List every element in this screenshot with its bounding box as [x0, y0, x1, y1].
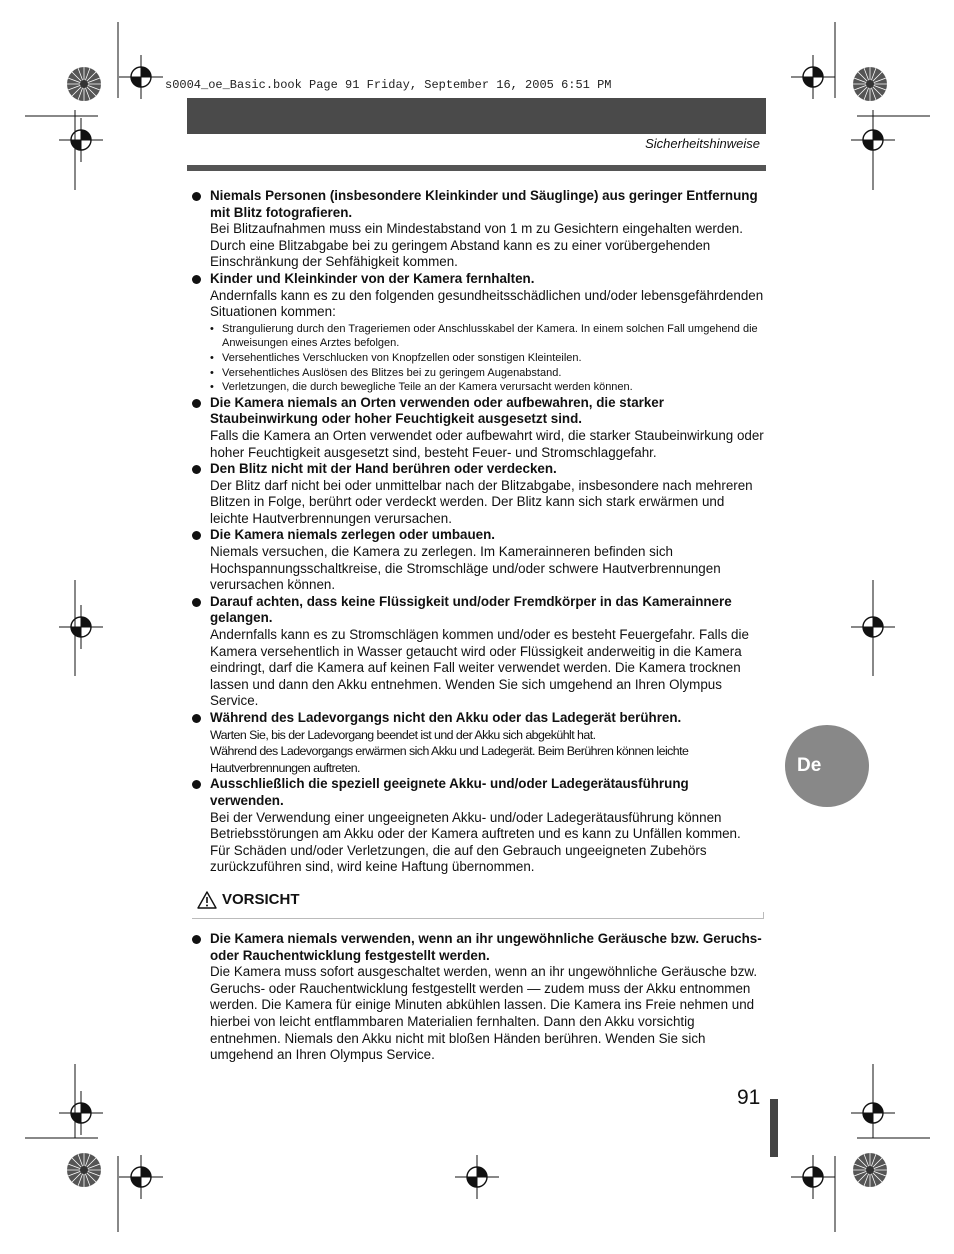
item-text: Falls die Kamera an Orten verwendet oder aufbewahrt wird, die starker Staubeinwirkung oder hoher Feuchtigkeit ausgesetzt sind, besteht Feuer- und Stromschlaggefahr.	[210, 427, 764, 460]
sub-list	[210, 322, 764, 395]
bullet-icon	[192, 935, 201, 944]
item-text: Andernfalls kann es zu den folgenden gesundheitsschädlichen und/oder lebensgefährdenden Situationen kommen:	[210, 287, 764, 320]
bullet-icon	[192, 465, 201, 474]
item-heading: Die Kamera niemals verwenden, wenn an ihr ungewöhnliche Geräusche bzw. Geruchs- oder Rauchentwicklung festgestellt werden.	[210, 930, 762, 963]
item-heading: Während des Ladevorgangs nicht den Akku oder das Ladegerät berühren.	[210, 710, 682, 725]
warning-icon	[197, 891, 217, 909]
list-item	[192, 527, 764, 593]
item-text: Andernfalls kann es zu Stromschlägen kommen und/oder es besteht Feuergefahr. Falls die Kamera versehentlich in Wasser getaucht wird oder Flüssigkeit anderweitig in die Kamera eindringt, darf die Kamera auf keinen Fall weiter verwendet werden. Die Kamera trocknen lassen und dann den Akku entnehmen. Wenden Sie sich umgehend an Ihren Olympus Service.	[210, 627, 749, 709]
sub-list-item: • Verletzungen, die durch bewegliche Teile an der Kamera verursacht werden können.	[210, 380, 764, 395]
item-text: Die Kamera muss sofort ausgeschaltet werden, wenn an ihr ungewöhnliche Geräusche bzw. Geruchs- oder Rauchentwicklung festgestellt werden — zudem muss der Akku entnommen werden. Die Kamera für einige Minuten abkühlen lassen. Die Kamera ins Freie nehmen und hierbei von leicht entflammbaren Materialien fernhalten. Dann den Akku vorsichtig entnehmen. Niemals den Akku nicht mit bloßen Händen berühren. Wenden Sie sich umgehend an Ihren Olympus Service.	[210, 964, 758, 1063]
item-heading: Ausschließlich die speziell geeignete Akku- und/oder Ladegerätausführung verwenden.	[210, 776, 689, 808]
list-item	[192, 395, 764, 461]
item-text: Während des Ladevorgangs erwärmen sich Akku und Ladegerät. Beim Berühren können leichte Hautverbrennungen auftreten.	[210, 744, 689, 775]
page-number-bar	[770, 1099, 778, 1157]
bullet-icon	[192, 598, 201, 607]
section-title: Sicherheitshinweise	[645, 136, 760, 151]
item-text: Niemals versuchen, die Kamera zu zerlegen. Im Kamerainneren befinden sich Hochspannungsschaltkreise, die Stromschläge und/oder schwere Hautverbrennungen verursachen können.	[210, 544, 721, 593]
item-heading: Darauf achten, dass keine Flüssigkeit und/oder Fremdkörper in das Kamerainnere gelangen.	[210, 593, 732, 626]
item-heading: Niemals Personen (insbesondere Kleinkinder und Säuglinge) aus geringer Entfernung mit Blitz fotografieren.	[210, 188, 758, 220]
language-badge: De	[785, 725, 869, 807]
item-heading: Kinder und Kleinkinder von der Kamera fernhalten.	[210, 270, 535, 286]
item-text: Bei der Verwendung einer ungeeigneten Akku- und/oder Ladegerätausführung können Betriebsstörungen am Akku oder der Kamera auftreten und es kann zu Unfällen kommen. Für Schäden und/oder Verletzungen, die auf den Gebrauch ungeeigneten Zubehörs zurückzuführen sind, wird keine Haftung übernommen.	[210, 809, 741, 875]
bullet-icon	[192, 714, 201, 723]
list-item	[192, 271, 764, 395]
list-item	[192, 710, 764, 776]
item-heading: Die Kamera niemals an Orten verwenden oder aufbewahren, die starker Staubeinwirkung oder hoher Feuchtigkeit ausgesetzt sind.	[210, 394, 664, 427]
list-item	[192, 461, 764, 527]
item-text: Warten Sie, bis der Ladevorgang beendet ist und der Akku sich abgekühlt hat.	[210, 727, 596, 742]
bullet-icon	[192, 275, 201, 284]
bullet-icon	[192, 780, 201, 789]
sub-list-item: • Versehentliches Auslösen des Blitzes bei zu geringem Augenabstand.	[210, 366, 764, 381]
main-content	[192, 188, 764, 1064]
list-item	[192, 776, 764, 876]
list-item	[192, 188, 764, 271]
header-rule	[187, 165, 766, 171]
item-heading: Die Kamera niemals zerlegen oder umbauen.	[210, 527, 496, 543]
bullet-icon	[192, 531, 201, 540]
sub-list-item: • Versehentliches Verschlucken von Knopfzellen oder sonstigen Kleinteilen.	[210, 351, 764, 366]
print-info: s0004_oe_Basic.book Page 91 Friday, September 16, 2005 6:51 PM	[165, 78, 612, 92]
bullet-icon	[192, 192, 201, 201]
sub-list-item: • Strangulierung durch den Trageriemen oder Anschlusskabel der Kamera. In einem solchen Fall umgehend die Anweisungen eines Arztes befolgen.	[210, 322, 764, 351]
caution-heading	[192, 890, 764, 919]
caution-label: VORSICHT	[222, 890, 300, 908]
list-item	[192, 594, 764, 710]
bullet-icon	[192, 399, 201, 408]
page-number: 91	[737, 1086, 761, 1109]
header-bar	[187, 98, 766, 134]
item-text: Der Blitz darf nicht bei oder unmittelbar nach der Blitzabgabe, insbesondere nach mehreren Blitzen in Folge, berührt oder verdeckt werden. Der Blitz kann sich stark erwärmen und leichte Hautverbrennungen verursachen.	[210, 477, 753, 526]
item-heading: Den Blitz nicht mit der Hand berühren oder verdecken.	[210, 461, 557, 477]
item-text: Bei Blitzaufnahmen muss ein Mindestabstand von 1 m zu Gesichtern eingehalten werden. Durch eine Blitzabgabe bei zu geringem Abstand kann es zu einer vorübergehenden Einschränkung der Sehfähigkeit kommen.	[210, 221, 743, 270]
list-item	[192, 931, 764, 1064]
caution-rule-end	[763, 912, 764, 918]
